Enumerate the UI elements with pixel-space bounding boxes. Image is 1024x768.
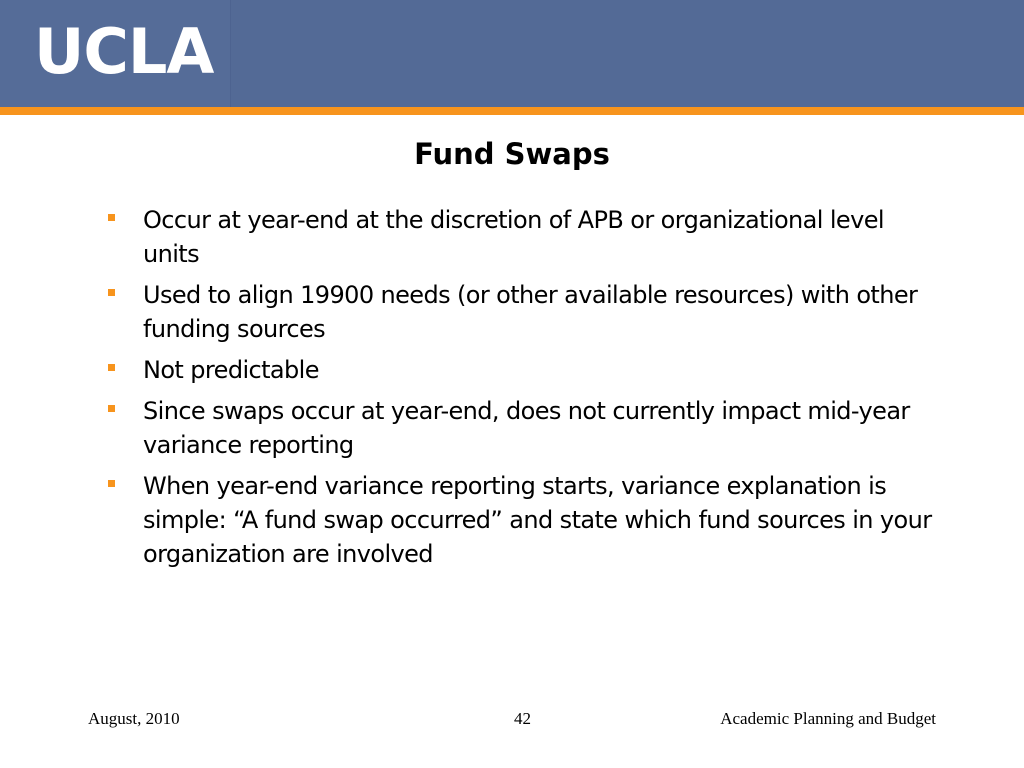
square-bullet-icon [108,405,115,412]
ucla-logo: UCLA [34,15,214,88]
bullet-item [106,203,936,271]
bullet-list [106,203,936,578]
bullet-text: Not predictable [143,356,319,384]
bullet-text: Used to align 19900 needs (or other available resources) with other funding sources [143,281,918,343]
bullet-text: When year-end variance reporting starts, variance explanation is simple: “A fund swap occurred” and state which fund sources in your organization are involved [143,472,932,568]
bullet-item [106,394,936,462]
footer-department: Academic Planning and Budget [720,709,936,728]
bullet-text: Since swaps occur at year-end, does not currently impact mid-year variance reporting [143,397,910,459]
header-logo-panel [0,0,231,107]
square-bullet-icon [108,480,115,487]
bullet-text: Occur at year-end at the discretion of APB or organizational level units [143,206,884,268]
square-bullet-icon [108,214,115,221]
footer-page-number: 42 [514,709,531,728]
square-bullet-icon [108,364,115,371]
bullet-item [106,278,936,346]
bullet-item [106,353,936,387]
slide-title: Fund Swaps [414,137,610,171]
square-bullet-icon [108,289,115,296]
header-divider [0,107,1024,115]
bullet-item [106,469,936,571]
footer-date: August, 2010 [88,709,180,728]
